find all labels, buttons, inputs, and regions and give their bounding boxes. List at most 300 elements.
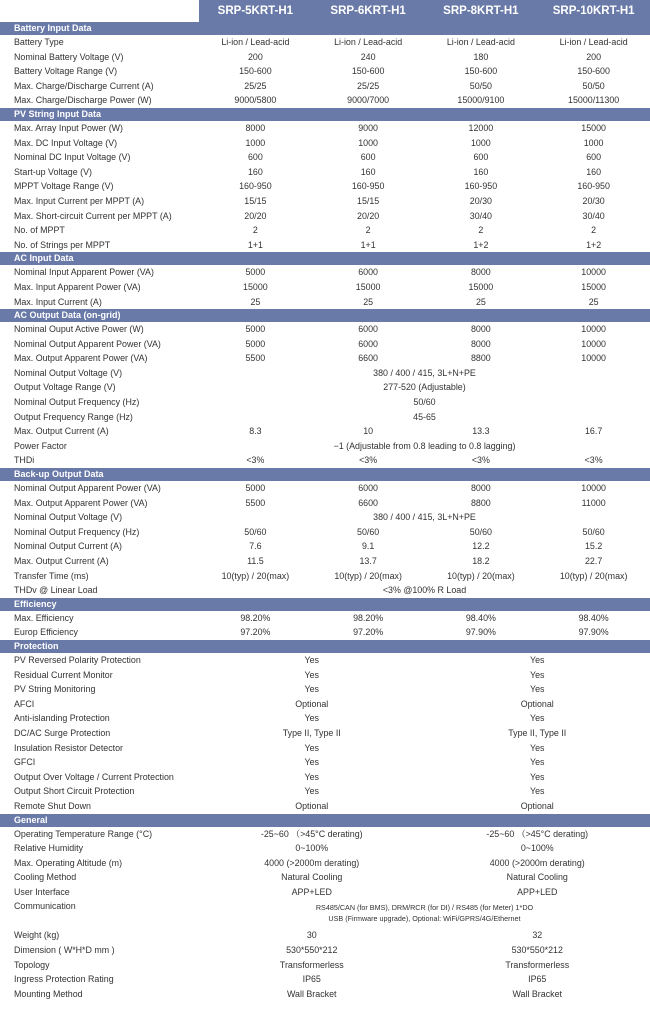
spec-value: Type II, Type II xyxy=(282,727,341,738)
spec-value: 9000/7000 xyxy=(347,95,390,106)
spec-value: 150-600 xyxy=(239,66,272,77)
spec-value: 15/15 xyxy=(244,195,267,206)
spec-row xyxy=(0,150,650,165)
spec-label: Insulation Resistor Detector xyxy=(14,742,124,753)
spec-value: 25 xyxy=(475,296,486,307)
spec-value: 1+1 xyxy=(247,239,263,250)
section-header: PV String Input Data xyxy=(0,108,650,121)
spec-row xyxy=(0,682,650,697)
spec-row xyxy=(0,653,650,668)
spec-value: 98.40% xyxy=(578,612,609,623)
spec-value: 15000 xyxy=(355,281,381,292)
spec-row xyxy=(0,972,650,987)
spec-value: 20/20 xyxy=(357,210,380,221)
spec-value: 150-600 xyxy=(351,66,385,77)
spec-value: 1000 xyxy=(471,137,491,148)
spec-value: Yes xyxy=(304,757,319,768)
spec-value: 5500 xyxy=(245,353,266,364)
spec-label: Max. Operating Altitude (m) xyxy=(14,857,123,868)
spec-value: 6600 xyxy=(358,497,378,508)
spec-value: 97.20% xyxy=(353,627,384,638)
spec-row xyxy=(0,439,650,454)
spec-value: 10(typ) / 20(max) xyxy=(221,570,290,581)
spec-value: Yes xyxy=(304,654,319,665)
spec-value: 10000 xyxy=(581,483,606,494)
spec-value: 97.90% xyxy=(578,627,609,638)
spec-value: 15000 xyxy=(581,281,606,292)
spec-label: Mounting Method xyxy=(14,988,83,999)
spec-label: Nominal Output Current (A) xyxy=(14,541,123,552)
spec-value: APP+LED xyxy=(517,886,558,897)
spec-value: 600 xyxy=(360,152,376,163)
spec-value-multiline xyxy=(199,899,650,928)
spec-value: Optional xyxy=(520,800,554,811)
spec-value: 30/40 xyxy=(582,210,605,221)
spec-value: 8000 xyxy=(471,324,491,335)
spec-value: 160 xyxy=(473,166,489,177)
spec-row xyxy=(0,885,650,900)
spec-value: 150-600 xyxy=(464,66,498,77)
spec-value: 160 xyxy=(360,166,376,177)
spec-value: Wall Bracket xyxy=(512,988,562,999)
spec-value: 50/60 xyxy=(469,526,492,537)
spec-value: 97.20% xyxy=(240,627,271,638)
spec-row xyxy=(0,784,650,799)
spec-label: Max. Input Current (A) xyxy=(14,296,102,307)
spec-label: Cooling Method xyxy=(14,872,77,883)
spec-label: Remote Shut Down xyxy=(14,800,91,811)
spec-value: 8000 xyxy=(471,338,491,349)
section-header: Efficiency xyxy=(0,598,650,611)
spec-label: Battery Voltage Range (V) xyxy=(14,66,118,77)
spec-value: -25~60 （>45°C derating) xyxy=(260,828,363,839)
spec-row xyxy=(0,928,650,943)
section-header: Protection xyxy=(0,640,650,653)
spec-label: Weight (kg) xyxy=(14,930,60,941)
spec-value: 600 xyxy=(247,152,263,163)
spec-label: Max. DC Input Voltage (V) xyxy=(14,137,118,148)
spec-value: 11.5 xyxy=(247,556,264,566)
spec-row xyxy=(0,510,650,525)
spec-value: 50/50 xyxy=(582,80,605,91)
spec-value: 20/30 xyxy=(582,195,605,206)
spec-label: Output Voltage Range (V) xyxy=(14,382,116,393)
spec-value: <3% xyxy=(359,455,378,466)
spec-row xyxy=(0,711,650,726)
spec-label: Topology xyxy=(14,959,50,970)
spec-value: 10(typ) / 20(max) xyxy=(447,570,515,581)
spec-value: 15/15 xyxy=(357,195,380,206)
spec-value: 5000 xyxy=(245,324,266,335)
spec-value: Transformerless xyxy=(505,959,570,970)
spec-row xyxy=(0,899,650,928)
spec-value: Yes xyxy=(530,742,545,753)
spec-row xyxy=(0,856,650,871)
spec-value: Li-ion / Lead-acid xyxy=(334,37,403,47)
spec-value: Yes xyxy=(530,684,545,695)
spec-label: THDi xyxy=(14,455,35,466)
spec-value: 150-600 xyxy=(577,66,610,77)
spec-value: 98.20% xyxy=(353,612,384,623)
spec-value: 1+1 xyxy=(360,239,376,250)
spec-value: 530*550*212 xyxy=(511,945,563,956)
spec-value: 9000 xyxy=(358,122,378,133)
spec-value: 20/20 xyxy=(244,210,267,221)
spec-value: 160-950 xyxy=(351,181,385,192)
spec-label: Max. Output Apparent Power (VA) xyxy=(14,353,148,364)
spec-table-body xyxy=(0,22,650,1001)
spec-value: 5500 xyxy=(245,497,266,508)
spec-label: Output Over Voltage / Current Protection xyxy=(14,771,174,782)
spec-value: 7.6 xyxy=(249,541,262,552)
spec-row xyxy=(0,179,650,194)
spec-value: 6000 xyxy=(358,483,378,494)
spec-value: 5000 xyxy=(245,267,266,278)
spec-value: Yes xyxy=(304,669,319,680)
spec-value: 180 xyxy=(473,51,489,62)
spec-value: 6000 xyxy=(358,267,378,278)
spec-row xyxy=(0,799,650,814)
spec-label: Residual Current Monitor xyxy=(14,669,113,680)
spec-value: 160-950 xyxy=(464,181,498,192)
spec-value: Type II, Type II xyxy=(508,727,567,738)
spec-value: 2 xyxy=(365,225,371,236)
spec-value: 8000 xyxy=(471,267,491,278)
section-header: AC Output Data (on-grid) xyxy=(0,309,650,322)
spec-value: Transformerless xyxy=(279,959,344,970)
spec-row xyxy=(0,583,650,598)
spec-value: 4000 (>2000m derating) xyxy=(489,857,585,868)
spec-value: 4000 (>2000m derating) xyxy=(264,857,360,868)
spec-value: 16.7 xyxy=(584,426,603,437)
spec-label: Nominal Output Voltage (V) xyxy=(14,512,123,523)
spec-value: 380 / 400 / 415, 3L+N+PE xyxy=(373,512,476,523)
spec-row xyxy=(0,238,650,253)
spec-value: 10000 xyxy=(581,353,606,364)
spec-label: Nominal DC Input Voltage (V) xyxy=(14,152,131,163)
spec-value: 50/60 xyxy=(413,397,436,408)
spec-label: No. of Strings per MPPT xyxy=(14,239,111,250)
spec-value: 18.2 xyxy=(472,556,490,566)
spec-value: 600 xyxy=(586,152,602,163)
spec-value: Yes xyxy=(530,669,545,680)
spec-value: 6000 xyxy=(358,338,378,349)
spec-value: 2 xyxy=(252,225,258,236)
spec-value: Yes xyxy=(304,713,319,724)
spec-value: 25/25 xyxy=(244,80,267,91)
spec-label: Max. Short-circuit Current per MPPT (A) xyxy=(14,210,172,221)
spec-label: Nominal Ouput Active Power (W) xyxy=(14,324,144,335)
spec-value: 240 xyxy=(360,51,376,62)
spec-value: Li-ion / Lead-acid xyxy=(446,37,515,47)
spec-value: 5000 xyxy=(245,483,266,494)
spec-value: 6600 xyxy=(358,353,378,364)
spec-row xyxy=(0,64,650,79)
spec-row xyxy=(0,93,650,108)
spec-value: 1000 xyxy=(358,137,378,148)
spec-label: Max. Input Current per MPPT (A) xyxy=(14,195,145,206)
spec-value: 160 xyxy=(247,166,263,177)
spec-row xyxy=(0,79,650,94)
spec-value: 8000 xyxy=(471,483,491,494)
spec-label: PV String Monitoring xyxy=(14,684,96,695)
spec-label: MPPT Voltage Range (V) xyxy=(14,181,114,192)
model-header: SRP-6KRT-H1 xyxy=(312,0,425,22)
spec-value: Li-ion / Lead-acid xyxy=(221,37,290,47)
spec-row xyxy=(0,943,650,958)
spec-row xyxy=(0,209,650,224)
spec-value: Natural Cooling xyxy=(281,872,343,883)
spec-row xyxy=(0,366,650,381)
spec-label: Nominal Output Frequency (Hz) xyxy=(14,526,140,537)
spec-row xyxy=(0,35,650,50)
spec-row xyxy=(0,136,650,151)
spec-label: Max. Charge/Discharge Current (A) xyxy=(14,80,154,91)
spec-row xyxy=(0,337,650,352)
spec-label: Battery Type xyxy=(14,37,64,47)
spec-value: 10(typ) / 20(max) xyxy=(559,570,628,581)
spec-value: 380 / 400 / 415, 3L+N+PE xyxy=(373,367,476,378)
spec-value: 15000/11300 xyxy=(568,95,620,106)
spec-label: Max. Charge/Discharge Power (W) xyxy=(14,95,152,106)
spec-label: Power Factor xyxy=(14,440,67,451)
spec-row xyxy=(0,322,650,337)
spec-row xyxy=(0,165,650,180)
spec-value: -25~60 （>45°C derating) xyxy=(486,828,589,839)
spec-value: 12000 xyxy=(468,122,494,133)
spec-value: 530*550*212 xyxy=(286,945,338,956)
spec-value: 10 xyxy=(363,426,374,437)
spec-label: Dimension ( W*H*D mm ) xyxy=(14,945,115,956)
spec-label: No. of MPPT xyxy=(14,225,65,236)
spec-row xyxy=(0,295,650,310)
spec-value: 1000 xyxy=(583,137,604,148)
spec-row xyxy=(0,481,650,496)
spec-value: 10000 xyxy=(581,267,606,278)
spec-value: 13.7 xyxy=(359,556,377,566)
spec-value: 15000 xyxy=(243,281,268,292)
spec-row xyxy=(0,395,650,410)
spec-value: 160-950 xyxy=(577,181,610,192)
spec-value: <3% xyxy=(246,455,265,466)
section-header: Back-up Output Data xyxy=(0,468,650,481)
spec-row xyxy=(0,827,650,842)
spec-value: 12.2 xyxy=(472,541,490,552)
spec-value: Yes xyxy=(304,786,319,797)
spec-value: 8800 xyxy=(471,353,491,364)
spec-value: 20/30 xyxy=(469,195,492,206)
spec-row xyxy=(0,554,650,569)
spec-value: 9000/5800 xyxy=(234,95,277,106)
spec-label: Nominal Output Apparent Power (VA) xyxy=(14,483,161,494)
spec-label: Max. Input Apparent Power (VA) xyxy=(14,281,141,292)
spec-value: Li-ion / Lead-acid xyxy=(559,37,628,47)
spec-row xyxy=(0,726,650,741)
spec-row xyxy=(0,569,650,584)
spec-label: Nominal Output Apparent Power (VA) xyxy=(14,338,161,349)
spec-value: 30/40 xyxy=(469,210,492,221)
header-spacer xyxy=(0,0,199,22)
spec-value: 0~100% xyxy=(295,843,329,854)
spec-value: 2 xyxy=(591,225,597,236)
spec-value: 200 xyxy=(586,51,602,62)
spec-row xyxy=(0,958,650,973)
spec-value: 22.7 xyxy=(584,556,603,566)
spec-value: Optional xyxy=(520,698,554,709)
spec-row xyxy=(0,770,650,785)
spec-value: Yes xyxy=(530,771,545,782)
spec-value: IP65 xyxy=(302,974,321,985)
spec-row xyxy=(0,841,650,856)
spec-label: User Interface xyxy=(14,886,70,897)
spec-label: Nominal Output Voltage (V) xyxy=(14,367,123,378)
spec-row xyxy=(0,755,650,770)
spec-value: 1+2 xyxy=(473,239,489,250)
spec-value: APP+LED xyxy=(291,886,332,897)
spec-row xyxy=(0,410,650,425)
spec-row xyxy=(0,453,650,468)
spec-label: Output Frequency Range (Hz) xyxy=(14,411,133,422)
spec-value: 9.1 xyxy=(361,541,375,552)
spec-label: Start-up Voltage (V) xyxy=(14,166,92,177)
spec-row xyxy=(0,697,650,712)
spec-value: 5000 xyxy=(245,338,266,349)
spec-row xyxy=(0,741,650,756)
spec-label: Communication xyxy=(14,901,76,912)
spec-row xyxy=(0,668,650,683)
spec-value: Wall Bracket xyxy=(287,988,337,999)
spec-value: 1+2 xyxy=(586,239,602,250)
spec-value: 160-950 xyxy=(239,181,272,192)
spec-value: Optional xyxy=(295,698,329,709)
spec-row xyxy=(0,351,650,366)
spec-label: Nominal Battery Voltage (V) xyxy=(14,51,124,62)
spec-label: Anti-islanding Protection xyxy=(14,713,110,724)
spec-row xyxy=(0,223,650,238)
spec-value: 98.20% xyxy=(240,612,271,623)
spec-value: 10000 xyxy=(581,324,606,335)
spec-row xyxy=(0,50,650,65)
spec-value: Yes xyxy=(304,684,319,695)
spec-label: AFCI xyxy=(14,698,35,709)
spec-value: 50/60 xyxy=(357,526,380,537)
spec-value: 32 xyxy=(532,930,543,941)
spec-row xyxy=(0,280,650,295)
spec-label: Max. Output Current (A) xyxy=(14,426,109,437)
spec-label: THDv @ Linear Load xyxy=(14,585,98,596)
spec-value: <3% @100% R Load xyxy=(382,585,467,596)
spec-label: Max. Output Apparent Power (VA) xyxy=(14,497,148,508)
spec-row xyxy=(0,265,650,280)
spec-row xyxy=(0,525,650,540)
spec-value: 600 xyxy=(473,152,489,163)
spec-value: 2 xyxy=(478,225,484,236)
spec-label: Nominal Output Frequency (Hz) xyxy=(14,397,140,408)
spec-value: 15000/9100 xyxy=(457,95,505,106)
spec-value: Yes xyxy=(304,771,319,782)
spec-label: Relative Humidity xyxy=(14,843,84,854)
spec-label: Max. Output Current (A) xyxy=(14,556,109,566)
spec-value: 13.3 xyxy=(472,426,490,437)
spec-value: 50/60 xyxy=(244,526,267,537)
spec-label: Ingress Protection Rating xyxy=(14,974,114,985)
spec-value: 10000 xyxy=(581,338,606,349)
spec-value: Optional xyxy=(295,800,329,811)
spec-value: 50/60 xyxy=(582,526,605,537)
spec-row xyxy=(0,987,650,1002)
spec-label: Max. Efficiency xyxy=(14,612,74,623)
spec-value: 277-520 (Adjustable) xyxy=(383,382,466,393)
spec-label: PV Reversed Polarity Protection xyxy=(14,654,141,665)
spec-value: Yes xyxy=(304,742,319,753)
spec-value: 25 xyxy=(588,296,599,307)
spec-value: Yes xyxy=(530,654,545,665)
model-header: SRP-8KRT-H1 xyxy=(425,0,538,22)
spec-value: 97.90% xyxy=(465,627,496,638)
spec-value: 30 xyxy=(306,930,317,941)
spec-row xyxy=(0,194,650,209)
spec-value: 15000 xyxy=(581,122,606,133)
spec-value: 15.2 xyxy=(584,541,603,552)
spec-value: 25/25 xyxy=(357,80,380,91)
spec-label: Transfer Time (ms) xyxy=(14,570,89,581)
spec-value: 160 xyxy=(586,166,602,177)
spec-value: Natural Cooling xyxy=(506,872,568,883)
spec-value: Yes xyxy=(530,786,545,797)
spec-value: 8.3 xyxy=(249,426,262,437)
spec-label: Output Short Circuit Protection xyxy=(14,786,135,797)
spec-value: 200 xyxy=(247,51,263,62)
spec-value: <3% xyxy=(471,455,490,466)
spec-value: 98.40% xyxy=(465,612,496,623)
spec-value: Yes xyxy=(530,713,545,724)
spec-value-line: USB (Firmware upgrade), Optional: WiFi/GPRS/4G/Ethernet xyxy=(328,914,521,924)
spec-value: 11000 xyxy=(581,497,606,508)
spec-row xyxy=(0,539,650,554)
spec-value: IP65 xyxy=(528,974,547,985)
spec-row xyxy=(0,496,650,511)
spec-label: Europ Efficiency xyxy=(14,627,78,638)
spec-value: 0~100% xyxy=(520,843,554,854)
model-header: SRP-10KRT-H1 xyxy=(537,0,650,22)
section-header: AC Input Data xyxy=(0,252,650,265)
spec-row xyxy=(0,121,650,136)
spec-value: 25 xyxy=(250,296,261,307)
spec-value: −1 (Adjustable from 0.8 leading to 0.8 lagging) xyxy=(333,440,516,451)
section-header: General xyxy=(0,814,650,827)
spec-value: 25 xyxy=(363,296,374,307)
spec-value: 15000 xyxy=(468,281,494,292)
spec-value: 50/50 xyxy=(469,80,492,91)
spec-label: GFCI xyxy=(14,757,36,768)
spec-label: Nominal Input Apparent Power (VA) xyxy=(14,267,154,278)
spec-label: Max. Array Input Power (W) xyxy=(14,122,123,133)
spec-row xyxy=(0,870,650,885)
spec-value-line: RS485/CAN (for BMS), DRM/RCR (for DI) / RS485 (for Meter) 1*DO xyxy=(315,903,534,913)
spec-label: Operating Temperature Range (°C) xyxy=(14,828,153,839)
model-header-row xyxy=(0,0,650,22)
section-header: Battery Input Data xyxy=(0,22,650,35)
spec-value: <3% xyxy=(584,455,603,466)
spec-row xyxy=(0,611,650,626)
model-header: SRP-5KRT-H1 xyxy=(199,0,312,22)
spec-value: Yes xyxy=(530,757,545,768)
spec-value: 8800 xyxy=(471,497,491,508)
spec-row xyxy=(0,424,650,439)
spec-row xyxy=(0,380,650,395)
spec-value: 6000 xyxy=(358,324,378,335)
spec-value: 45-65 xyxy=(413,411,436,422)
